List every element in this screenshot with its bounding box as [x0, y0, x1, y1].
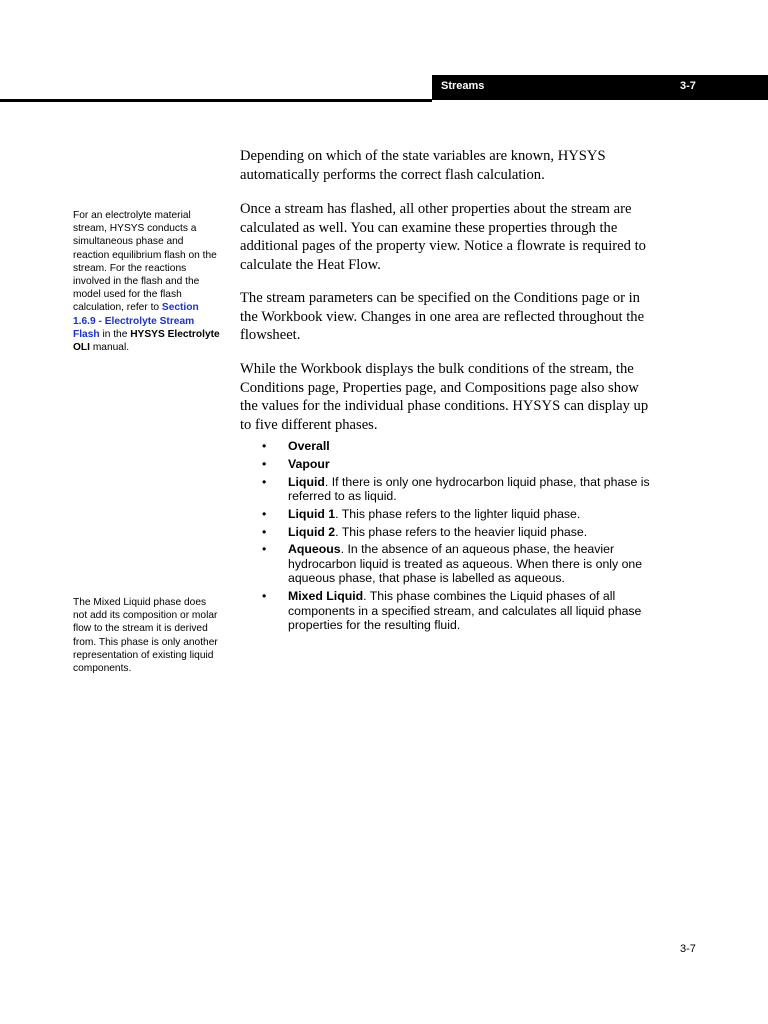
phase-term: Aqueous: [288, 542, 341, 557]
phase-term: Liquid 1: [288, 506, 336, 521]
paragraph-flash-calculation: Depending on which of the state variables are known, HYSYS automatically performs the correct flash calculation.: [240, 148, 606, 183]
bullet-icon: •: [262, 524, 267, 539]
phase-description: . If there is only one hydrocarbon liquid phase, that phase is referred to as liquid.: [288, 474, 650, 504]
phase-list: [262, 439, 682, 636]
phase-term: Vapour: [288, 456, 330, 471]
phase-description: . This phase refers to the lighter liquid phase.: [335, 506, 581, 521]
phase-term: Mixed Liquid: [288, 589, 364, 604]
list-item: [262, 475, 682, 504]
footer-page-number: 3-7: [680, 943, 696, 955]
section-title: Streams: [441, 80, 485, 92]
list-item: [262, 589, 682, 633]
bullet-icon: •: [262, 439, 267, 453]
paragraph-stream-parameters: The stream parameters can be specified on the Conditions page or in the Workbook view. Changes in one area are reflected throughout the flowsheet.: [240, 290, 645, 343]
phase-term: Overall: [288, 439, 330, 453]
header-page-number: 3-7: [680, 80, 696, 92]
header-bar: [432, 75, 768, 100]
bullet-icon: •: [262, 474, 267, 489]
list-item: [262, 457, 682, 472]
sidenote-text: in the: [99, 328, 131, 340]
phase-term: Liquid: [288, 474, 325, 489]
paragraph-workbook-phases: While the Workbook displays the bulk conditions of the stream, the Conditions page, Properties page, and Compositions page also show the values for the individual phase conditions. HYSYS can display up to five different phases.: [240, 361, 649, 433]
sidenote-text: For an electrolyte material stream, HYSYS conducts a simultaneous phase and reaction equilibrium flash on the stream. For the reactions involved in the flash and the model used for the flash calculation, refer to: [73, 210, 217, 314]
sidenote-mixed-liquid: [73, 596, 221, 675]
phase-description: . In the absence of an aqueous phase, the heavier hydrocarbon liquid is treated as aqueous. When there is only one aqueous phase, that phase is labelled as aqueous.: [288, 542, 643, 586]
phase-description: . This phase combines the Liquid phases of all components in a specified stream, and calculates all liquid phase properties for the resulting fluid.: [288, 589, 642, 633]
bullet-icon: •: [262, 542, 267, 557]
sidenote-electrolyte: [73, 209, 221, 354]
list-item: [262, 507, 682, 522]
header-rule: [0, 99, 432, 102]
bullet-icon: •: [262, 506, 267, 521]
phase-description: . This phase refers to the heavier liquid phase.: [335, 524, 588, 539]
list-item: [262, 542, 682, 586]
section-link[interactable]: Section 1.6.9 - Electrolyte Stream Flash: [73, 302, 199, 340]
bullet-icon: •: [262, 456, 267, 471]
phase-term: Liquid 2: [288, 524, 336, 539]
manual-name: HYSYS Electrolyte OLI: [73, 328, 220, 354]
sidenote-text: The Mixed Liquid phase does not add its composition or molar flow to the stream it is derived from. This phase is only another representation of existing liquid components.: [73, 597, 218, 675]
bullet-icon: •: [262, 589, 267, 604]
sidenote-text: manual.: [89, 342, 130, 354]
paragraph-stream-flashed: Once a stream has flashed, all other properties about the stream are calculated as well. You can examine these properties through the additional pages of the property view. Notice a flowrate is required to calculate the Heat Flow.: [240, 201, 646, 273]
list-item: [262, 439, 682, 454]
list-item: [262, 525, 682, 540]
